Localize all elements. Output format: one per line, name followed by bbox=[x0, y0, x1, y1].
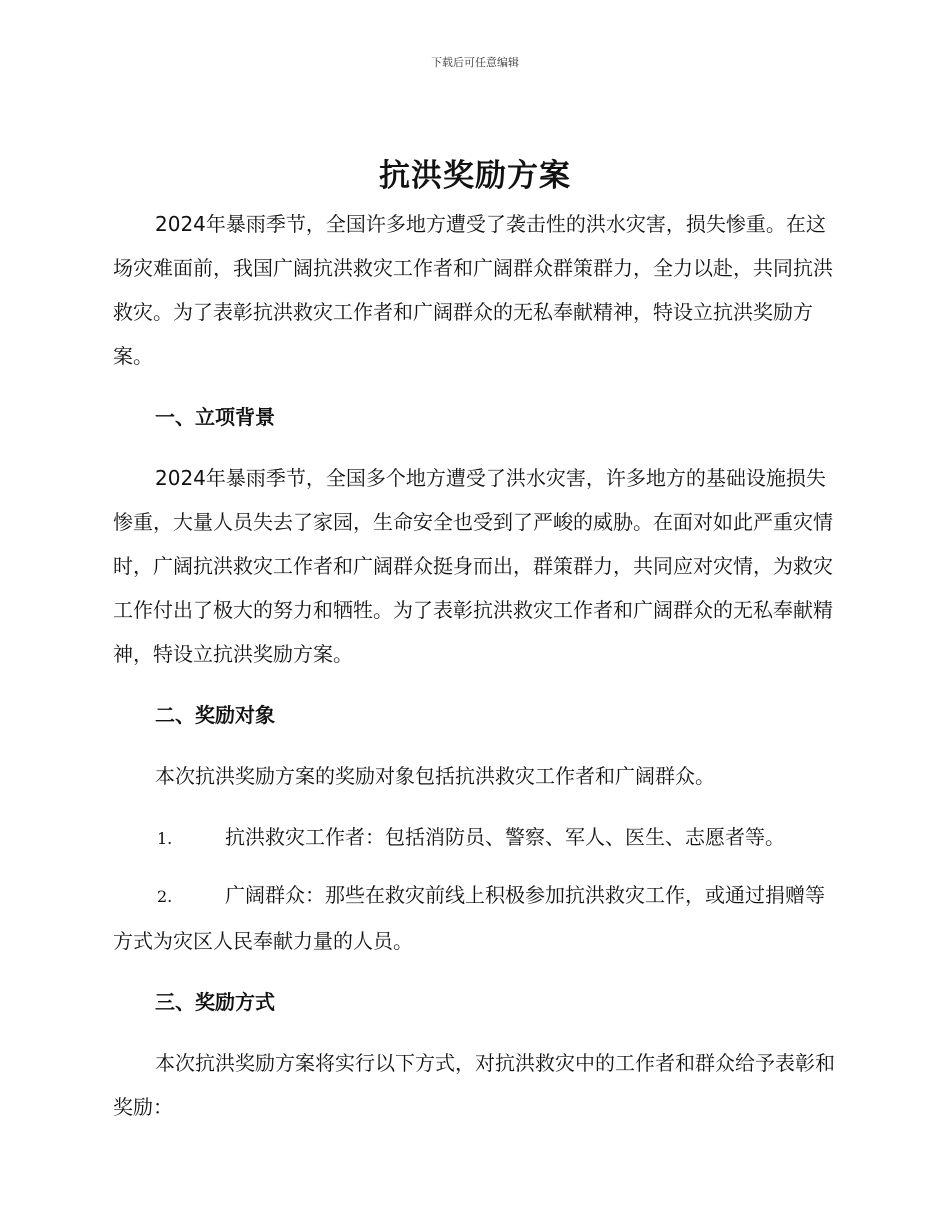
document-title: 抗洪奖励方案 bbox=[379, 158, 571, 194]
list-number: 1. bbox=[157, 829, 173, 848]
list-item bbox=[113, 873, 841, 963]
list-text: 广阔群众：那些在救灾前线上积极参加抗洪救灾工作，或通过捐赠等方式为灾区人民奉献力量的人员。 bbox=[113, 883, 825, 953]
list-text: 抗洪救灾工作者：包括消防员、警察、军人、医生、志愿者等。 bbox=[225, 825, 785, 849]
section-heading-targets: 二、奖励对象 bbox=[155, 703, 275, 727]
header-note: 下载后可任意编辑 bbox=[431, 56, 519, 69]
list-item bbox=[113, 815, 841, 861]
section-heading-background: 一、立项背景 bbox=[155, 405, 275, 429]
intro-paragraph: 2024年暴雨季节，全国许多地方遭受了袭击性的洪水灾害，损失惨重。在这场灾难面前，我国广阔抗洪救灾工作者和广阔群众群策群力，全力以赴，共同抗洪救灾。为了表彰抗洪救灾工作者和广阔群众的无私奉献精神，特设立抗洪奖励方案。 bbox=[113, 212, 833, 368]
document-body bbox=[113, 202, 841, 1129]
list-number: 2. bbox=[157, 887, 173, 906]
section-body-methods: 本次抗洪奖励方案将实行以下方式，对抗洪救灾中的工作者和群众给予表彰和奖励： bbox=[113, 1051, 835, 1119]
section-heading-methods: 三、奖励方式 bbox=[155, 990, 275, 1014]
section-body-background: 2024年暴雨季节，全国多个地方遭受了洪水灾害，许多地方的基础设施损失惨重，大量人员失去了家园，生命安全也受到了严峻的威胁。在面对如此严重灾情时，广阔抗洪救灾工作者和广阔群众挺身而出，群策群力，共同应对灾情，为救灾工作付出了极大的努力和牺牲。为了表彰抗洪救灾工作者和广阔群众的无私奉献精神，特设立抗洪奖励方案。 bbox=[113, 466, 833, 666]
section-body-targets: 本次抗洪奖励方案的奖励对象包括抗洪救灾工作者和广阔群众。 bbox=[155, 764, 715, 788]
